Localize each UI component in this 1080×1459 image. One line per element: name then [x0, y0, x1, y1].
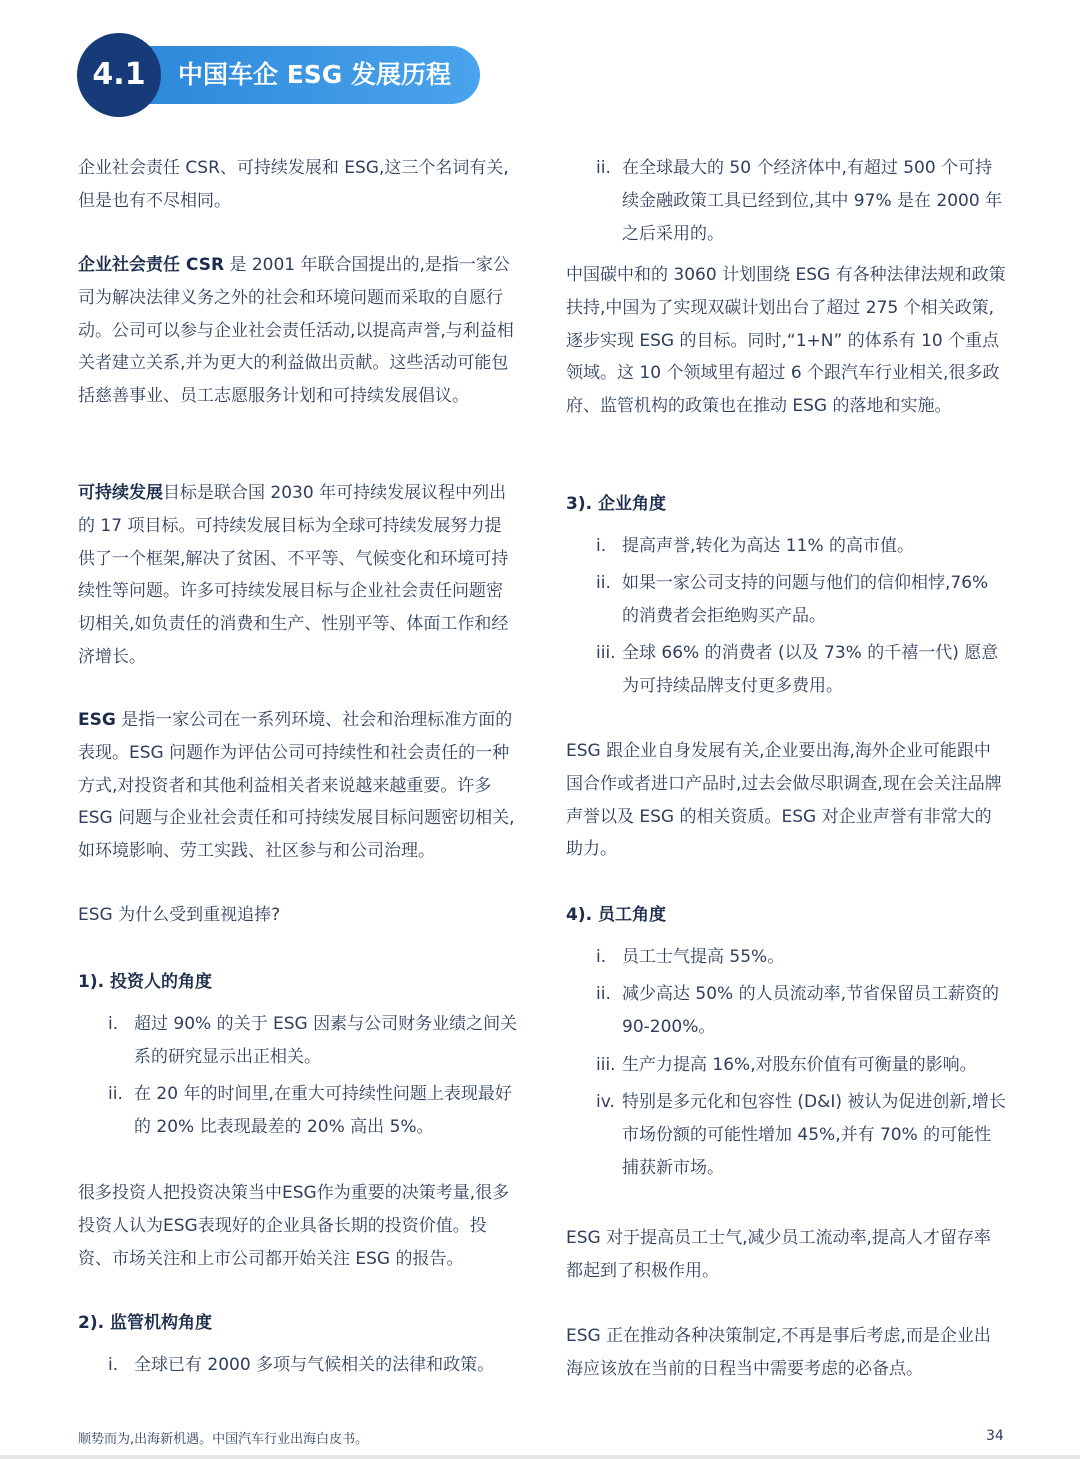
sd-term: 可持续发展 [78, 483, 163, 503]
investor-heading: 1). 投资人的角度 [78, 972, 212, 992]
list-item [108, 1008, 518, 1074]
section-title: 中国车企 ESG 发展历程 [178, 60, 452, 89]
list-item [596, 530, 1006, 563]
list-item-text: 如果一家公司支持的问题与他们的信仰相悖,76% 的消费者会拒绝购买产品。 [622, 573, 989, 626]
list-item-text: 在全球最大的 50 个经济体中,有超过 500 个可持续金融政策工具已经到位,其中 97% 是在 2000 年之后采用的。 [622, 158, 1003, 244]
list-item-number: i. [596, 947, 607, 967]
list-item-number: ii. [596, 984, 611, 1004]
list-item-number: i. [108, 1355, 119, 1375]
list-item-text: 员工士气提高 55%。 [622, 947, 785, 967]
list-item-number: iii. [596, 1055, 616, 1075]
bottom-divider [0, 1455, 1080, 1459]
list-item-number: ii. [596, 158, 611, 178]
list-item [108, 1078, 518, 1144]
list-item-text: 提高声誉,转化为高达 11% 的高市值。 [622, 536, 914, 556]
section-number-badge: 4.1 [77, 33, 161, 117]
list-item [596, 637, 1006, 703]
list-item [596, 1086, 1006, 1184]
list-item-text: 全球已有 2000 多项与气候相关的法律和政策。 [134, 1355, 495, 1375]
list-item-number: i. [596, 536, 607, 556]
csr-term: 企业社会责任 CSR [78, 255, 225, 275]
regulator-heading: 2). 监管机构角度 [78, 1313, 212, 1333]
list-item-number: i. [108, 1014, 119, 1034]
list-item-text: 超过 90% 的关于 ESG 因素与公司财务业绩之间关系的研究显示出正相关。 [134, 1014, 518, 1067]
page-number: 34 [986, 1428, 1004, 1444]
list-item-number: ii. [596, 573, 611, 593]
list-item [596, 1049, 1006, 1082]
list-item-number: ii. [108, 1084, 123, 1104]
list-item-text: 特别是多元化和包容性 (D&I) 被认为促进创新,增长市场份额的可能性增加 45%,并有 70% 的可能性捕获新市场。 [622, 1092, 1006, 1178]
investors-paragraph: 很多投资人把投资决策当中ESG作为重要的决策考量,很多投资人认为ESG表现好的企业具备长期的投资价值。投资、市场关注和上市公司都开始关注 ESG 的报告。 [78, 1183, 510, 1269]
esg-paragraph [78, 704, 518, 868]
footer-text: 顺势而为,出海新机遇。中国汽车行业出海白皮书。 [78, 1432, 369, 1447]
list-item [596, 978, 1006, 1044]
closing-paragraph: ESG 正在推动各种决策制定,不再是事后考虑,而是企业出海应该放在当前的日程当中需要考虑的必备点。 [566, 1326, 991, 1379]
list-item [108, 1349, 518, 1382]
list-item [596, 941, 1006, 974]
esg-question: ESG 为什么受到重视追捧? [78, 905, 281, 925]
sd-paragraph [78, 477, 518, 674]
list-item-text: 减少高达 50% 的人员流动率,节省保留员工薪资的 90-200%。 [622, 984, 999, 1037]
intro-paragraph: 企业社会责任 CSR、可持续发展和 ESG,这三个名词有关,但是也有不尽相同。 [78, 158, 509, 211]
enterprise-heading: 3). 企业角度 [566, 494, 666, 514]
sd-text: 目标是联合国 2030 年可持续发展议程中列出的 17 项目标。可持续发展目标为全球可持续发展努力提供了一个框架,解决了贫困、不平等、气候变化和环境可持续性等问题。许多可持续发展目标与企业社会责任问题密切相关,如负责任的消费和生产、性别平等、体面工作和经济增长。 [78, 483, 509, 667]
employee-heading: 4). 员工角度 [566, 905, 666, 925]
list-item-text: 在 20 年的时间里,在重大可持续性问题上表现最好的 20% 比表现最差的 20% 高出 5%。 [134, 1084, 512, 1137]
list-item-text: 全球 66% 的消费者 (以及 73% 的千禧一代) 愿意为可持续品牌支付更多费用。 [622, 643, 999, 696]
list-item [596, 152, 1006, 250]
csr-paragraph [78, 249, 518, 413]
enterprise-paragraph: ESG 跟企业自身发展有关,企业要出海,海外企业可能跟中国合作或者进口产品时,过去会做尽职调查,现在会关注品牌声誉以及 ESG 的相关资质。ESG 对企业声誉有非常大的助力。 [566, 741, 1002, 860]
list-item-text: 生产力提高 16%,对股东价值有可衡量的影响。 [622, 1055, 977, 1075]
china-policy-paragraph: 中国碳中和的 3060 计划围绕 ESG 有各种法律法规和政策扶持,中国为了实现双碳计划出台了超过 275 个相关政策,逐步实现 ESG 的目标。同时,“1+N” 的体系有 10 个重点领域。这 10 个领域里有超过 6 个跟汽车行业相关,很多政府、监管机构的政策也在推动 ESG 的落地和实施。 [566, 265, 1006, 417]
esg-text: 是指一家公司在一系列环境、社会和治理标准方面的表现。ESG 问题作为评估公司可持续性和社会责任的一种方式,对投资者和其他利益相关者来说越来越重要。许多 ESG 问题与企业社会责任和可持续发展目标问题密切相关,如环境影响、劳工实践、社区参与和公司治理。 [78, 710, 515, 862]
staff-paragraph: ESG 对于提高员工士气,减少员工流动率,提高人才留存率都起到了积极作用。 [566, 1228, 991, 1281]
list-item [596, 567, 1006, 633]
list-item-number: iii. [596, 643, 616, 663]
list-item-number: iv. [596, 1092, 615, 1112]
csr-text: 是 2001 年联合国提出的,是指一家公司为解决法律义务之外的社会和环境问题而采取的自愿行动。公司可以参与企业社会责任活动,以提高声誉,与利益相关者建立关系,并为更大的利益做出贡献。这些活动可能包括慈善事业、员工志愿服务计划和可持续发展倡议。 [78, 255, 514, 407]
esg-term: ESG [78, 710, 116, 730]
